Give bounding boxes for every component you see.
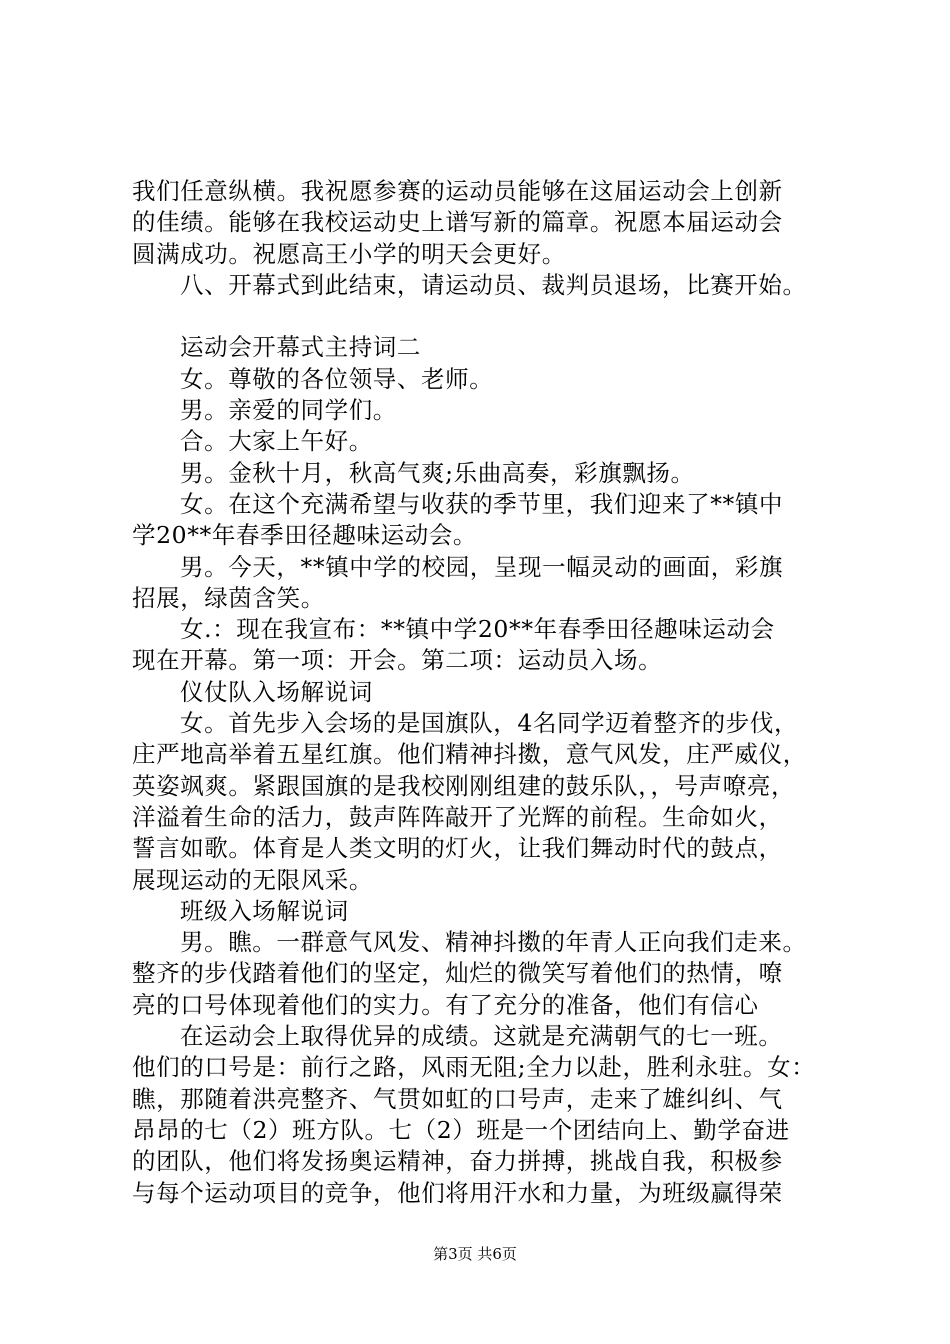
text-line: 他们的口号是：前行之路，风雨无阻;全力以赴，胜利永驻。女：: [132, 1053, 816, 1082]
text-line: 男。瞧。一群意气风发、精神抖擞的年青人正向我们走来。: [180, 928, 807, 957]
text-line: 男。今天，**镇中学的校园，呈现一幅灵动的画面，彩旗: [180, 552, 784, 581]
page-footer: 第3页 共6页: [433, 1245, 517, 1263]
blank-line: [132, 301, 848, 332]
text-line: 女。尊敬的各位领导、老师。: [180, 364, 494, 393]
document-body: [132, 176, 848, 1209]
text-line: 展现运动的无限风采。: [132, 865, 373, 894]
text-line: 合。大家上午好。: [180, 427, 373, 456]
text-line: 男。金秋十月，秋高气爽;乐曲高奏，彩旗飘扬。: [180, 458, 695, 487]
text-line: 与每个运动项目的竞争，他们将用汗水和力量，为班级赢得荣: [132, 1178, 783, 1207]
text-line: 英姿飒爽。紧跟国旗的是我校刚刚组建的鼓乐队，，号声嘹亮，: [132, 771, 796, 800]
text-line: 整齐的步伐踏着他们的坚定，灿烂的微笑写着他们的热情，嘹: [132, 959, 783, 988]
text-line: 的团队，他们将发扬奥运精神，奋力拼搏，挑战自我，积极参: [132, 1147, 783, 1176]
text-line: 圆满成功。祝愿高王小学的明天会更好。: [132, 239, 566, 268]
text-line: 瞧，那随着洪亮整齐、气贯如虹的口号声，走来了雄纠纠、气: [132, 1084, 783, 1113]
text-line: 女.：现在我宣布：**镇中学20**年春季田径趣味运动会: [180, 615, 775, 644]
text-line: 在运动会上取得优异的成绩。这就是充满朝气的七一班。: [180, 1022, 783, 1051]
text-line: 的佳绩。能够在我校运动史上谱写新的篇章。祝愿本届运动会: [132, 208, 783, 237]
section-heading: 运动会开幕式主持词二: [180, 333, 421, 362]
section-heading: 班级入场解说词: [180, 896, 349, 925]
text-line: 誓言如歌。体育是人类文明的灯火，让我们舞动时代的鼓点，: [132, 834, 783, 863]
text-line: 招展，绿茵含笑。: [132, 583, 325, 612]
text-line: 女。首先步入会场的是国旗队，4名同学迈着整齐的步伐，: [180, 709, 799, 738]
text-line: 我们任意纵横。我祝愿参赛的运动员能够在这届运动会上创新: [132, 177, 783, 205]
text-line: 八、开幕式到此结束，请运动员、裁判员退场，比赛开始。: [180, 270, 807, 299]
text-line: 庄严地高举着五星红旗。他们精神抖擞，意气风发，庄严威仪，: [132, 740, 807, 769]
text-line: 亮的口号体现着他们的实力。有了充分的准备，他们有信心: [132, 990, 759, 1019]
text-line: 女。在这个充满希望与收获的季节里，我们迎来了**镇中: [180, 489, 784, 518]
text-line: 学20**年春季田径趣味运动会。: [132, 521, 478, 550]
text-line: 男。亲爱的同学们。: [180, 396, 397, 425]
text-line: 洋溢着生命的活力，鼓声阵阵敲开了光辉的前程。生命如火，: [132, 802, 783, 831]
section-heading: 仪仗队入场解说词: [180, 677, 373, 706]
text-line: 现在开幕。第一项：开会。第二项：运动员入场。: [132, 646, 663, 675]
text-line: 昂昂的七（2）班方队。七（2）班是一个团结向上、勤学奋进: [132, 1115, 790, 1144]
